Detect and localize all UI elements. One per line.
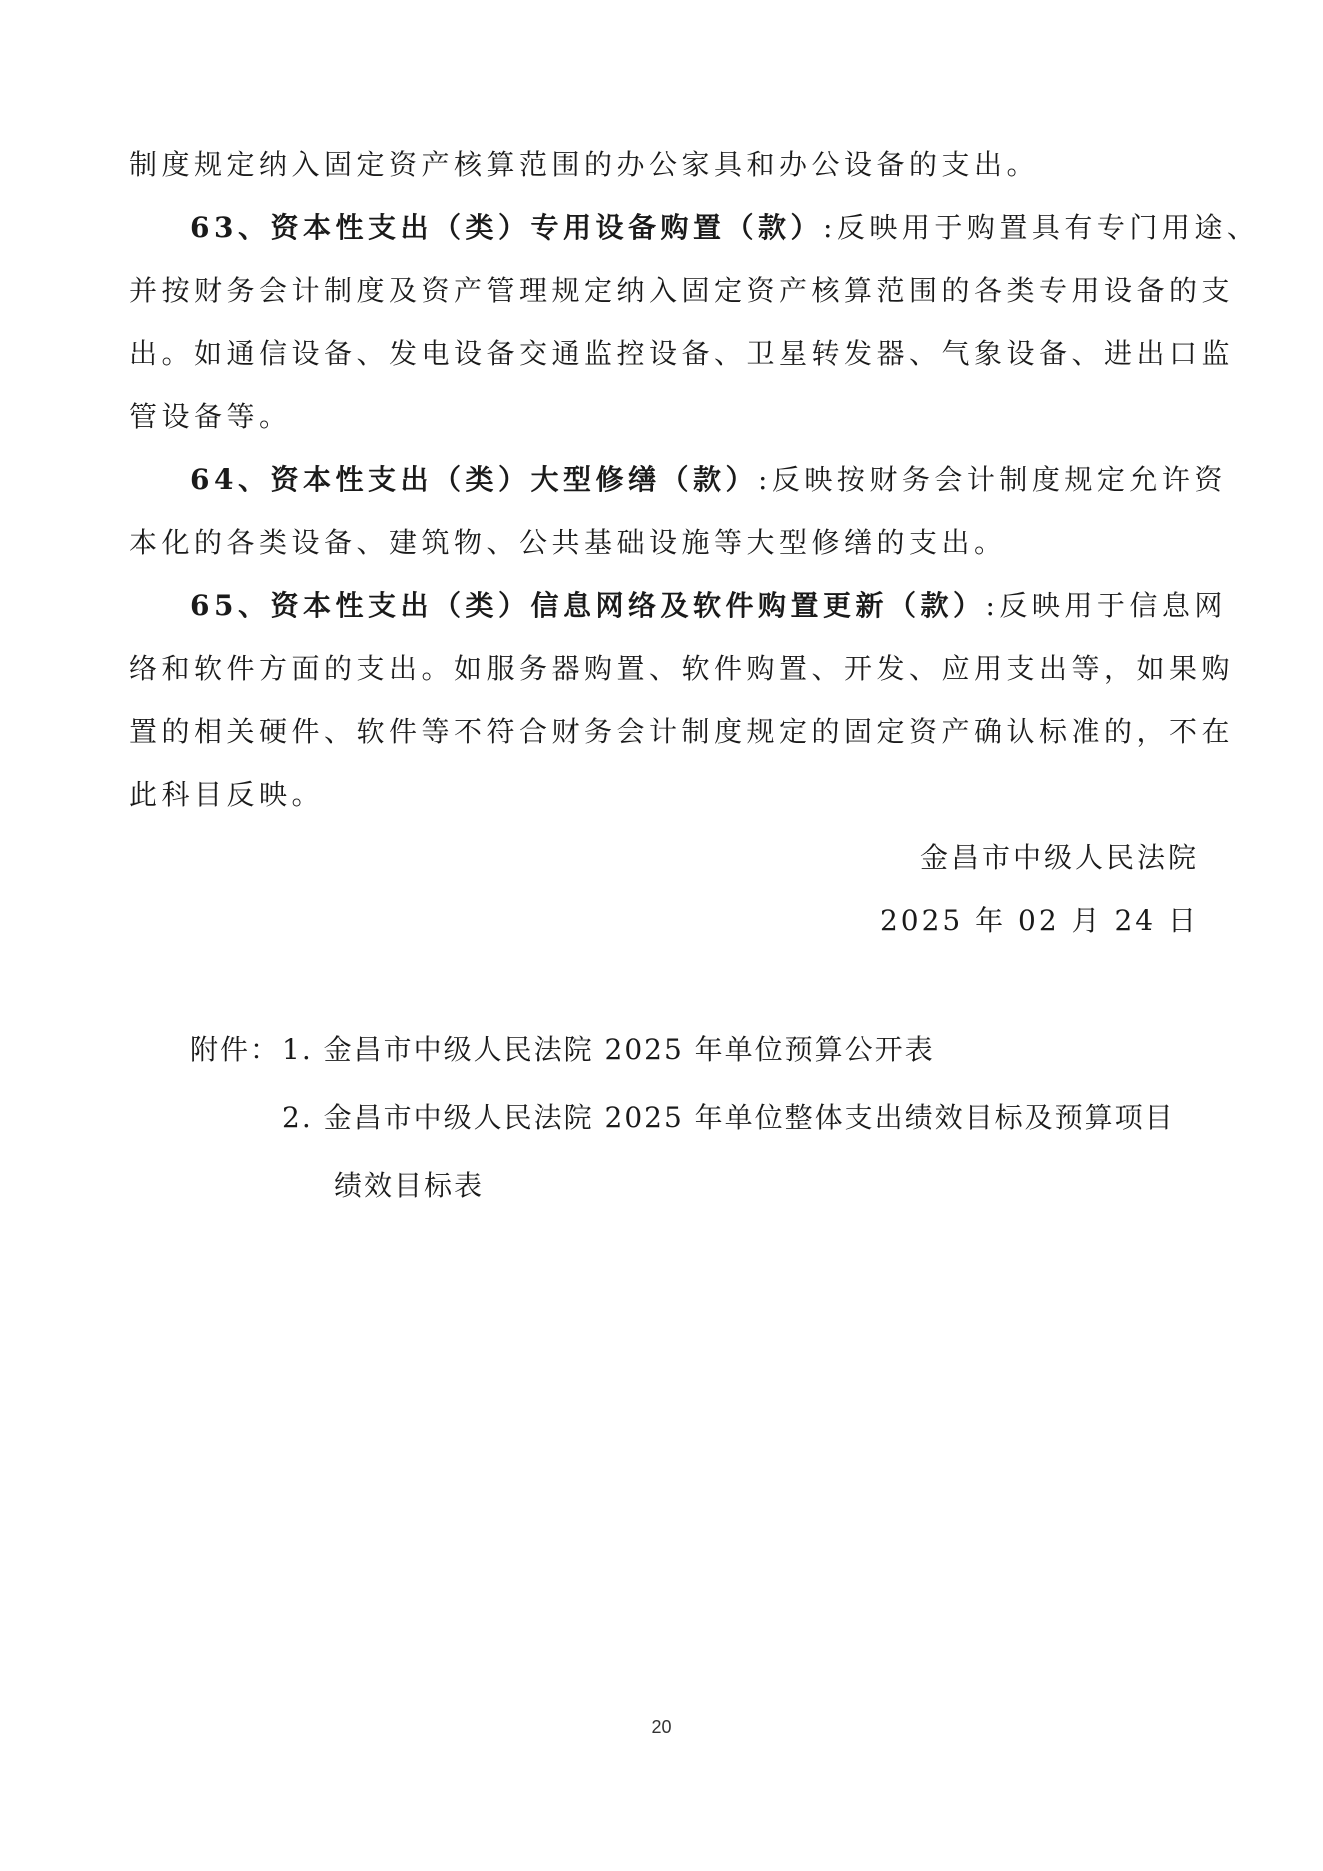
attachment-item-2-continued: 绩效目标表 — [334, 1169, 485, 1202]
attachment-item-1: 1. 金昌市中级人民法院 2025 年单位预算公开表 — [282, 1033, 935, 1066]
item-65-text: :反映用于信息网 — [985, 589, 1227, 622]
paragraph-line: 置的相关硬件、软件等不符合财务会计制度规定的固定资产确认标准的，不在 — [129, 715, 1235, 748]
paragraph-line: 管设备等。 — [129, 400, 292, 433]
item-65-title: 65、资本性支出（类）信息网络及软件购置更新（款） — [190, 589, 986, 622]
item-64-heading — [190, 460, 1227, 500]
page-number: 20 — [651, 1717, 672, 1737]
item-65-heading — [190, 586, 1227, 626]
signature-organization: 金昌市中级人民法院 — [919, 841, 1199, 874]
paragraph-line: 出。如通信设备、发电设备交通监控设备、卫星转发器、气象设备、进出口监 — [129, 337, 1235, 370]
attachments-label: 附件： — [190, 1033, 281, 1066]
item-64-title: 64、资本性支出（类）大型修缮（款） — [190, 463, 758, 496]
item-63-text: :反映用于购置具有专门用途、 — [822, 211, 1260, 244]
paragraph-line: 本化的各类设备、建筑物、公共基础设施等大型修缮的支出。 — [129, 526, 1007, 559]
paragraph-line: 并按财务会计制度及资产管理规定纳入固定资产核算范围的各类专用设备的支 — [129, 274, 1235, 307]
item-63-heading — [190, 208, 1259, 248]
attachment-item-2: 2. 金昌市中级人民法院 2025 年单位整体支出绩效目标及预算项目 — [282, 1101, 1175, 1134]
paragraph-line: 制度规定纳入固定资产核算范围的办公家具和办公设备的支出。 — [129, 148, 1040, 181]
paragraph-line: 此科目反映。 — [129, 778, 325, 811]
item-64-text: :反映按财务会计制度规定允许资 — [757, 463, 1227, 496]
item-63-title: 63、资本性支出（类）专用设备购置（款） — [190, 211, 823, 244]
paragraph-line: 络和软件方面的支出。如服务器购置、软件购置、开发、应用支出等，如果购 — [129, 652, 1235, 685]
signature-date: 2025 年 02 月 24 日 — [879, 904, 1199, 937]
